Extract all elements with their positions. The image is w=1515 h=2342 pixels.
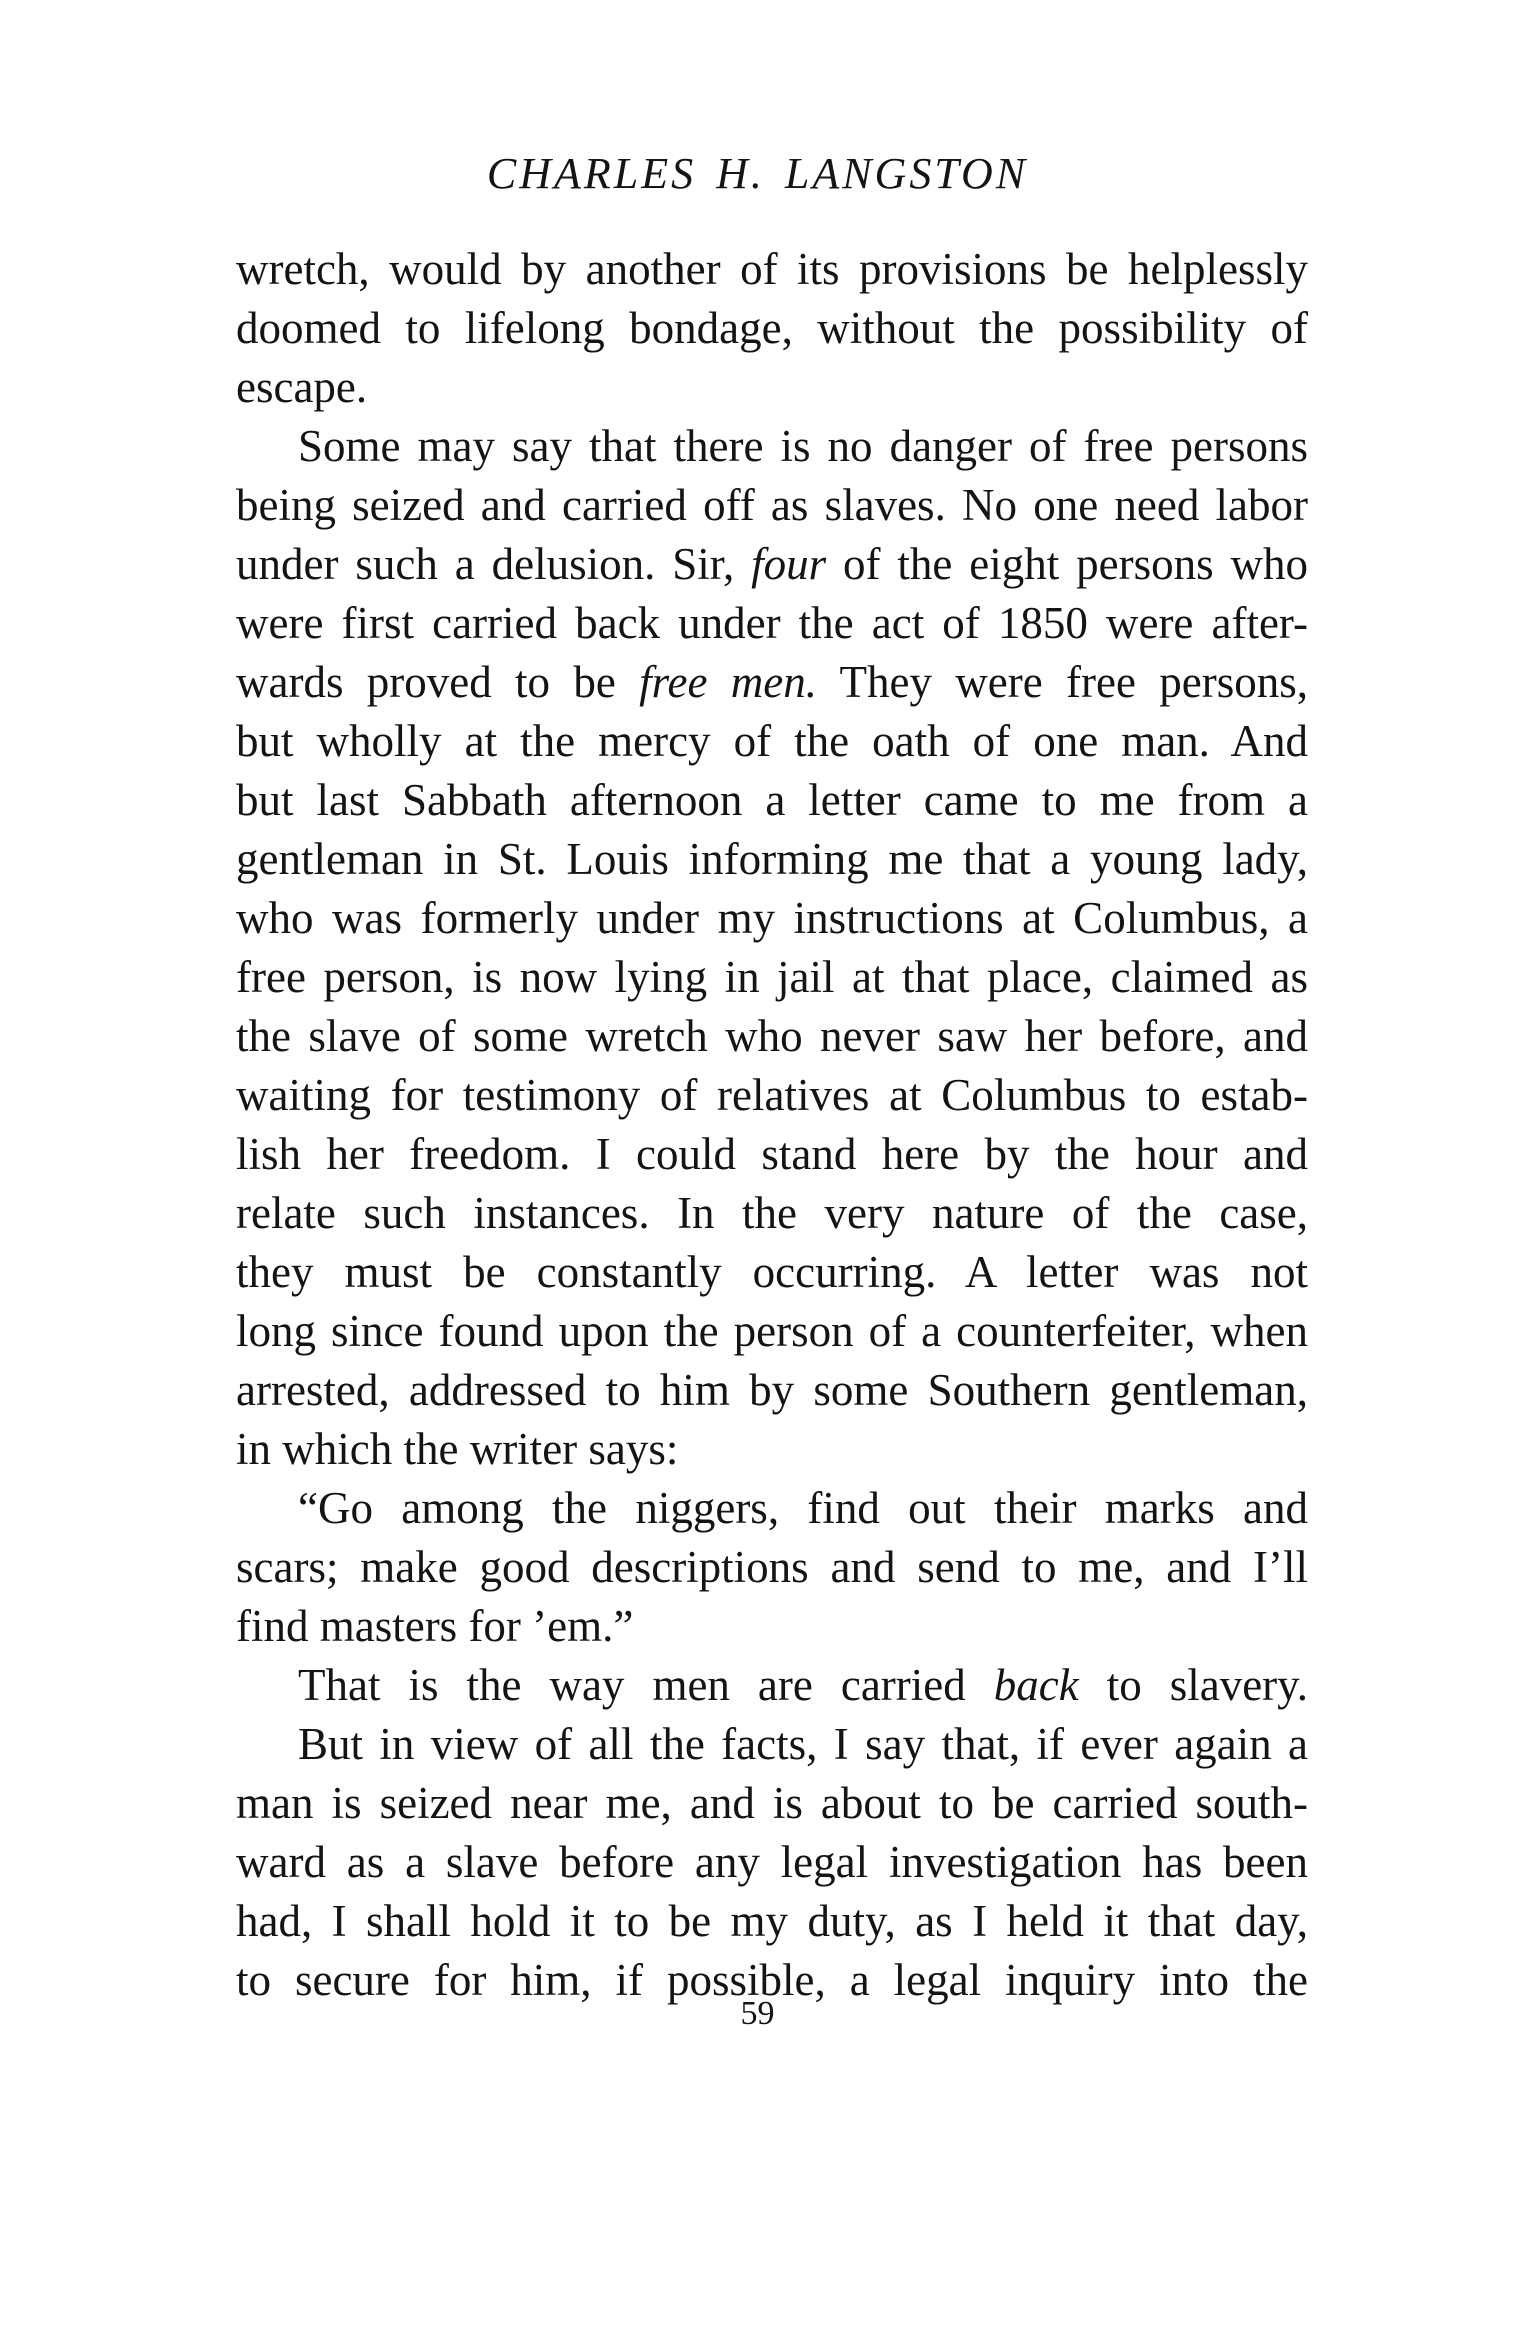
- text-line: [236, 1302, 1308, 1361]
- text-line: [236, 1538, 1308, 1597]
- text-line: [236, 1184, 1308, 1243]
- text-line: [236, 358, 1308, 417]
- text-line: [236, 830, 1308, 889]
- text-line: [236, 1892, 1308, 1951]
- text-line: [236, 1125, 1308, 1184]
- text-segment: find masters for ’em.”: [236, 1601, 634, 1651]
- text-line: [236, 240, 1308, 299]
- page-number: 59: [740, 1995, 775, 2032]
- text-segment: scars; make good descriptions and send to me, and I’ll: [236, 1542, 1308, 1592]
- text-segment: the slave of some wretch who never saw her before, and: [236, 1011, 1308, 1061]
- text-segment: That is the way men are carried: [298, 1660, 994, 1710]
- text-segment: Some may say that there is no danger of free persons: [298, 421, 1308, 471]
- text-segment: They were free persons,: [817, 657, 1308, 707]
- text-segment: long since found upon the person of a counterfeiter, when: [236, 1306, 1308, 1356]
- text-segment: doomed to lifelong bondage, without the possibility of: [236, 303, 1308, 353]
- italic-text: four: [751, 539, 827, 589]
- text-segment: of the eight persons who: [826, 539, 1308, 589]
- text-segment: man is seized near me, and is about to be carried south-: [236, 1778, 1308, 1828]
- italic-text: free men.: [639, 657, 817, 707]
- text-line: [236, 1479, 1308, 1538]
- text-line: [236, 417, 1308, 476]
- text-line: [236, 535, 1308, 594]
- text-segment: “Go among the niggers, find out their marks and: [298, 1483, 1308, 1533]
- text-segment: ward as a slave before any legal investigation has been: [236, 1837, 1308, 1887]
- text-segment: relate such instances. In the very nature of the case,: [236, 1188, 1308, 1238]
- text-line: [236, 476, 1308, 535]
- body-text: [236, 240, 1308, 2010]
- text-segment: to secure for him, if possible, a legal inquiry into the: [236, 1955, 1308, 2005]
- text-segment: waiting for testimony of relatives at Columbus to estab-: [236, 1070, 1308, 1120]
- text-segment: wards proved to be: [236, 657, 640, 707]
- text-segment: were first carried back under the act of 1850 were after-: [236, 598, 1308, 648]
- text-segment: but wholly at the mercy of the oath of one man. And: [236, 716, 1308, 766]
- text-segment: who was formerly under my instructions at Columbus, a: [236, 893, 1308, 943]
- text-line: [236, 1774, 1308, 1833]
- text-line: [236, 594, 1308, 653]
- text-line: [236, 712, 1308, 771]
- text-line: [236, 889, 1308, 948]
- text-segment: free person, is now lying in jail at that place, claimed as: [236, 952, 1308, 1002]
- text-line: [236, 1656, 1308, 1715]
- text-line: [236, 948, 1308, 1007]
- text-segment: arrested, addressed to him by some Southern gentleman,: [236, 1365, 1308, 1415]
- text-segment: had, I shall hold it to be my duty, as I held it that day,: [236, 1896, 1308, 1946]
- text-segment: But in view of all the facts, I say that, if ever again a: [298, 1719, 1308, 1769]
- text-segment: but last Sabbath afternoon a letter came to me from a: [236, 775, 1308, 825]
- text-line: [236, 1066, 1308, 1125]
- text-line: [236, 771, 1308, 830]
- text-segment: under such a delusion. Sir,: [236, 539, 752, 589]
- text-segment: they must be constantly occurring. A letter was not: [236, 1247, 1308, 1297]
- text-line: [236, 299, 1308, 358]
- text-line: [236, 653, 1308, 712]
- text-line: [236, 1243, 1308, 1302]
- text-segment: being seized and carried off as slaves. No one need labor: [236, 480, 1308, 530]
- text-segment: gentleman in St. Louis informing me that a young lady,: [236, 834, 1308, 884]
- text-segment: to slavery.: [1078, 1660, 1308, 1710]
- running-head: CHARLES H. LANGSTON: [486, 149, 1029, 198]
- text-segment: in which the writer says:: [236, 1424, 679, 1474]
- italic-text: back: [993, 1660, 1079, 1710]
- text-segment: lish her freedom. I could stand here by the hour and: [236, 1129, 1308, 1179]
- text-line: [236, 1833, 1308, 1892]
- text-line: [236, 1007, 1308, 1066]
- text-line: [236, 1597, 1308, 1656]
- text-line: [236, 1715, 1308, 1774]
- text-line: [236, 1420, 1308, 1479]
- text-segment: wretch, would by another of its provisions be helplessly: [236, 244, 1308, 294]
- text-line: [236, 1361, 1308, 1420]
- text-segment: escape.: [236, 362, 368, 412]
